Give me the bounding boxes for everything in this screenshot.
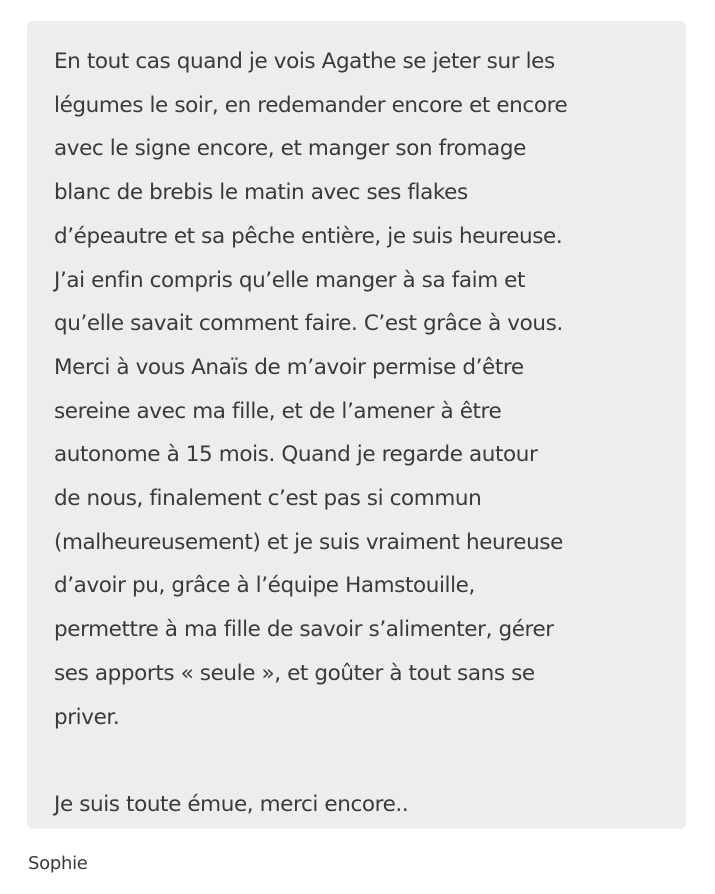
testimonial-line: (malheureusement) et je suis vraiment heureuse <box>54 529 563 555</box>
testimonial-line: J’ai enfin compris qu’elle manger à sa faim et <box>54 267 526 293</box>
testimonial-line: sereine avec ma fille, et de l’amener à être <box>54 398 502 424</box>
testimonial-line: Merci à vous Anaïs de m’avoir permise d’être <box>54 354 524 380</box>
testimonial-line: priver. <box>54 704 120 730</box>
testimonial-line: permettre à ma fille de savoir s’alimenter, gérer <box>54 617 554 643</box>
testimonial-line: avec le signe encore, et manger son fromage <box>54 136 526 162</box>
testimonial-line: légumes le soir, en redemander encore et encore <box>54 92 568 118</box>
testimonial-line: autonome à 15 mois. Quand je regarde autour <box>54 442 538 468</box>
testimonial-line: de nous, finalement c’est pas si commun <box>54 486 482 512</box>
testimonial-line: qu’elle savait comment faire. C’est grâce à vous. <box>54 311 563 337</box>
testimonial-body <box>54 40 686 739</box>
closing-line: Je suis toute émue, merci encore.. <box>54 791 409 817</box>
testimonial-line: blanc de brebis le matin avec ses flakes <box>54 180 468 206</box>
testimonial-line: d’avoir pu, grâce à l’équipe Hamstouille, <box>54 573 475 599</box>
testimonial-line: d’épeautre et sa pêche entière, je suis heureuse. <box>54 223 563 249</box>
testimonial-line: En tout cas quand je vois Agathe se jeter sur les <box>54 49 555 74</box>
testimonial-line: ses apports « seule », et goûter à tout sans se <box>54 660 535 686</box>
paragraph-gap <box>54 739 686 783</box>
testimonial-closing <box>54 783 686 827</box>
testimonial-card <box>27 21 686 829</box>
author-name: Sophie <box>28 853 88 874</box>
